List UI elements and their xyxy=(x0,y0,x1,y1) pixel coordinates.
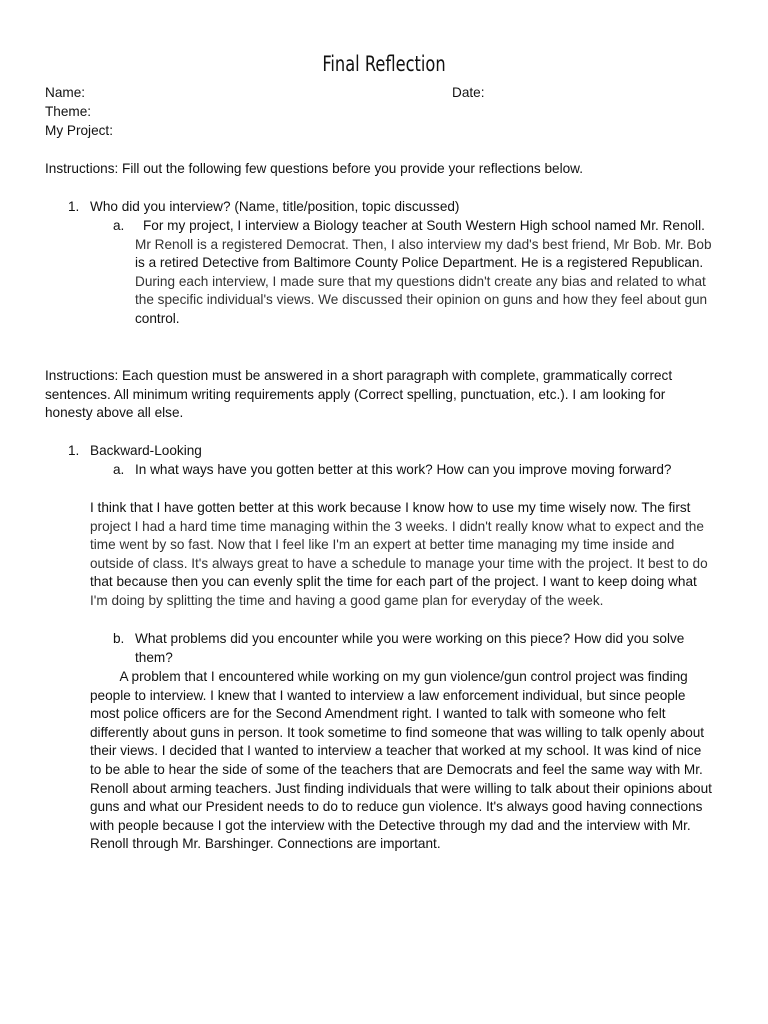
answer-line: time went by so fast. Now that I feel like I'm an expert at better time managing my time inside and xyxy=(90,537,675,553)
answer-line: I think that I have gotten better at this work because I know how to use my time wisely now. The first xyxy=(90,500,691,515)
question-2a-letter: a. xyxy=(113,462,125,477)
answer-line: For my project, I interview a Biology teacher at South Western High school named Mr. Renoll. xyxy=(143,218,705,233)
question-2b-text xyxy=(135,630,735,667)
answer-line: I'm doing by splitting the time and having a good game plan for everyday of the week. xyxy=(90,592,604,608)
answer-line: people to interview. I knew that I wanted to interview a law enforcement individual, but since people xyxy=(90,687,686,703)
answer-line: Renoll through Mr. Barshinger. Connections are important. xyxy=(90,836,441,852)
name-label: Name: xyxy=(45,85,86,100)
answer-2a xyxy=(90,499,730,611)
answer-line: control. xyxy=(135,310,180,326)
question-2b-line: What problems did you encounter while you were working on this piece? How did you solve xyxy=(135,631,685,646)
answer-line: the specific individual's views. We discussed their opinion on guns and how they feel about gun xyxy=(135,292,708,308)
theme-label: Theme: xyxy=(45,104,92,119)
answer-line: to be able to hear the side of some of the teachers that are Democrats and feel the same way with Mr. xyxy=(90,761,703,777)
answer-line: Mr Renoll is a registered Democrat. Then, I also interview my dad's best friend, Mr Bob. Mr. Bob xyxy=(135,236,712,252)
question-1-text: Who did you interview? (Name, title/position, topic discussed) xyxy=(90,199,460,214)
instructions-1: Instructions: Fill out the following few questions before you provide your reflections below. xyxy=(45,161,583,176)
answer-line: their views. I decided that I wanted to interview a teacher that worked at my school. It was kind of nice xyxy=(90,743,702,759)
answer-line: differently about guns in person. It took sometime to find someone that was willing to talk openly about xyxy=(90,724,705,740)
answer-2b xyxy=(90,668,740,854)
answer-line: is a retired Detective from Baltimore County Police Department. He is a registered Republican. xyxy=(135,255,704,271)
answer-line: guns and what our President needs to do to reduce gun violence. It's always good having connections xyxy=(90,799,703,815)
instructions-2-line: honesty above all else. xyxy=(45,405,184,421)
question-1a-letter: a. xyxy=(113,218,125,233)
answer-line: A problem that I encountered while working on my gun violence/gun control project was finding xyxy=(90,669,688,684)
question-1a-answer xyxy=(135,217,735,329)
date-label: Date: xyxy=(452,85,485,100)
answer-line: with people because I got the interview with the Detective through my dad and the interview with Mr. xyxy=(90,817,691,833)
question-1-number: 1. xyxy=(68,199,80,214)
page-title: Final Reflection xyxy=(322,52,446,76)
answer-line: project I had a hard time time managing within the 3 weeks. I didn't really know what to expect and the xyxy=(90,518,704,534)
section-2-heading: Backward-Looking xyxy=(90,443,202,458)
answer-line: most police officers are for the Second Amendment right. I wanted to talk with someone who felt xyxy=(90,706,666,722)
section-2-number: 1. xyxy=(68,443,80,458)
instructions-2-line: sentences. All minimum writing requirements apply (Correct spelling, punctuation, etc.). I am looking for xyxy=(45,386,666,402)
instructions-2 xyxy=(45,367,725,423)
question-2b-letter: b. xyxy=(113,631,125,646)
question-2a-text: In what ways have you gotten better at this work? How can you improve moving forward? xyxy=(135,462,672,477)
question-2b-line: them? xyxy=(135,649,173,665)
instructions-2-line: Instructions: Each question must be answered in a short paragraph with complete, grammatically correct xyxy=(45,368,673,383)
answer-line: Renoll about arming teachers. Just finding individuals that were willing to talk about their opinions about xyxy=(90,780,712,796)
answer-line: that because then you can evenly split the time for each part of the project. I want to keep doing what xyxy=(90,574,697,590)
answer-line: During each interview, I made sure that my questions didn't create any bias and related to what xyxy=(135,273,706,289)
answer-line: outside of class. It's always great to have a schedule to manage your time with the project. It best to do xyxy=(90,555,708,571)
project-label: My Project: xyxy=(45,123,113,138)
